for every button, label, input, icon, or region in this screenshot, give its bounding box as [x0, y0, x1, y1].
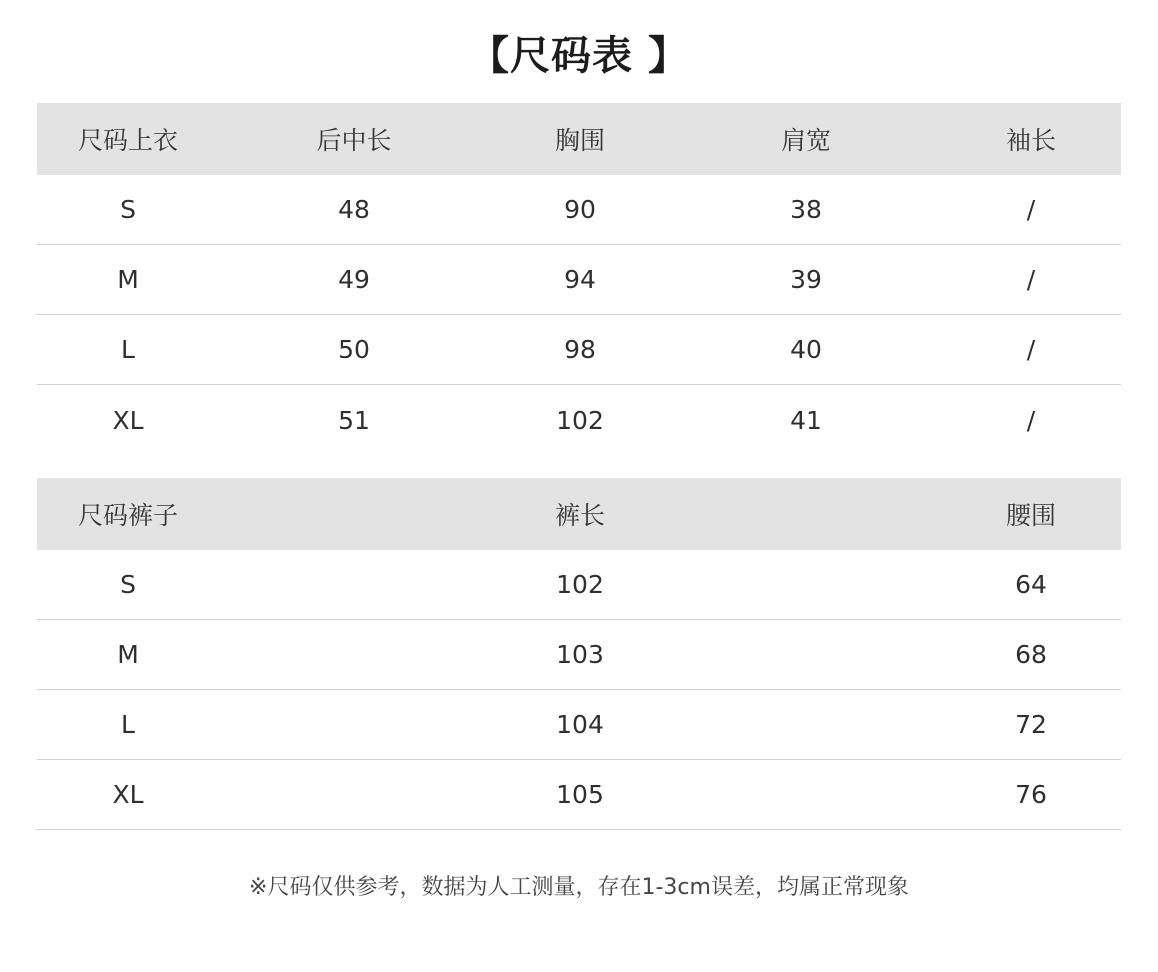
table-cell: 39	[790, 265, 822, 294]
size-cell: S	[120, 570, 136, 599]
size-cell: M	[117, 265, 139, 294]
table-row	[37, 385, 1121, 455]
header-cell: 袖长	[1005, 126, 1056, 155]
header-cell: 后中长	[316, 126, 392, 155]
table-row	[37, 550, 1121, 620]
header-cell: 胸围	[554, 126, 605, 155]
table-row	[37, 760, 1121, 830]
table-cell: 103	[556, 640, 604, 669]
table-cell: 38	[790, 195, 822, 224]
table-cell: 68	[1015, 640, 1047, 669]
size-cell: XL	[112, 780, 144, 809]
header-cell: 裤长	[554, 501, 605, 530]
table-cell: 64	[1015, 570, 1047, 599]
size-cell: XL	[112, 405, 144, 435]
tops-size-table	[37, 103, 1121, 455]
header-cell: 肩宽	[780, 126, 831, 155]
table-cell: 104	[556, 710, 604, 739]
table-cell: 51	[338, 405, 370, 435]
table-cell: 72	[1015, 710, 1047, 739]
pants-header-row	[37, 478, 1121, 550]
size-cell: L	[121, 710, 135, 739]
table-row	[37, 315, 1121, 385]
header-cell: 尺码裤子	[77, 501, 178, 530]
table-cell: /	[1026, 335, 1036, 364]
table-cell: 48	[338, 195, 370, 224]
table-cell: 98	[564, 335, 596, 364]
table-cell: 102	[556, 570, 604, 599]
table-cell: 41	[790, 405, 822, 435]
table-cell: 76	[1015, 780, 1047, 809]
header-cell: 腰围	[1005, 501, 1056, 530]
table-cell: 50	[338, 335, 370, 364]
table-cell: 40	[790, 335, 822, 364]
table-row	[37, 245, 1121, 315]
table-row	[37, 620, 1121, 690]
table-cell: /	[1026, 405, 1036, 435]
table-row	[37, 690, 1121, 760]
size-cell: M	[117, 640, 139, 669]
table-cell: 94	[564, 265, 596, 294]
size-cell: S	[120, 195, 136, 224]
measurement-note: ※尺码仅供参考，数据为人工测量，存在1-3cm误差，均属正常现象	[249, 875, 909, 900]
table-cell: 49	[338, 265, 370, 294]
tops-header-row	[37, 103, 1121, 175]
table-row	[37, 175, 1121, 245]
table-cell: /	[1026, 265, 1036, 294]
size-cell: L	[121, 335, 135, 364]
table-cell: /	[1026, 195, 1036, 224]
header-cell: 尺码上衣	[77, 126, 178, 155]
page-title: 【尺码表 】	[469, 33, 689, 79]
table-cell: 105	[556, 780, 604, 809]
pants-size-table	[37, 478, 1121, 830]
table-cell: 102	[556, 405, 604, 435]
table-cell: 90	[564, 195, 596, 224]
